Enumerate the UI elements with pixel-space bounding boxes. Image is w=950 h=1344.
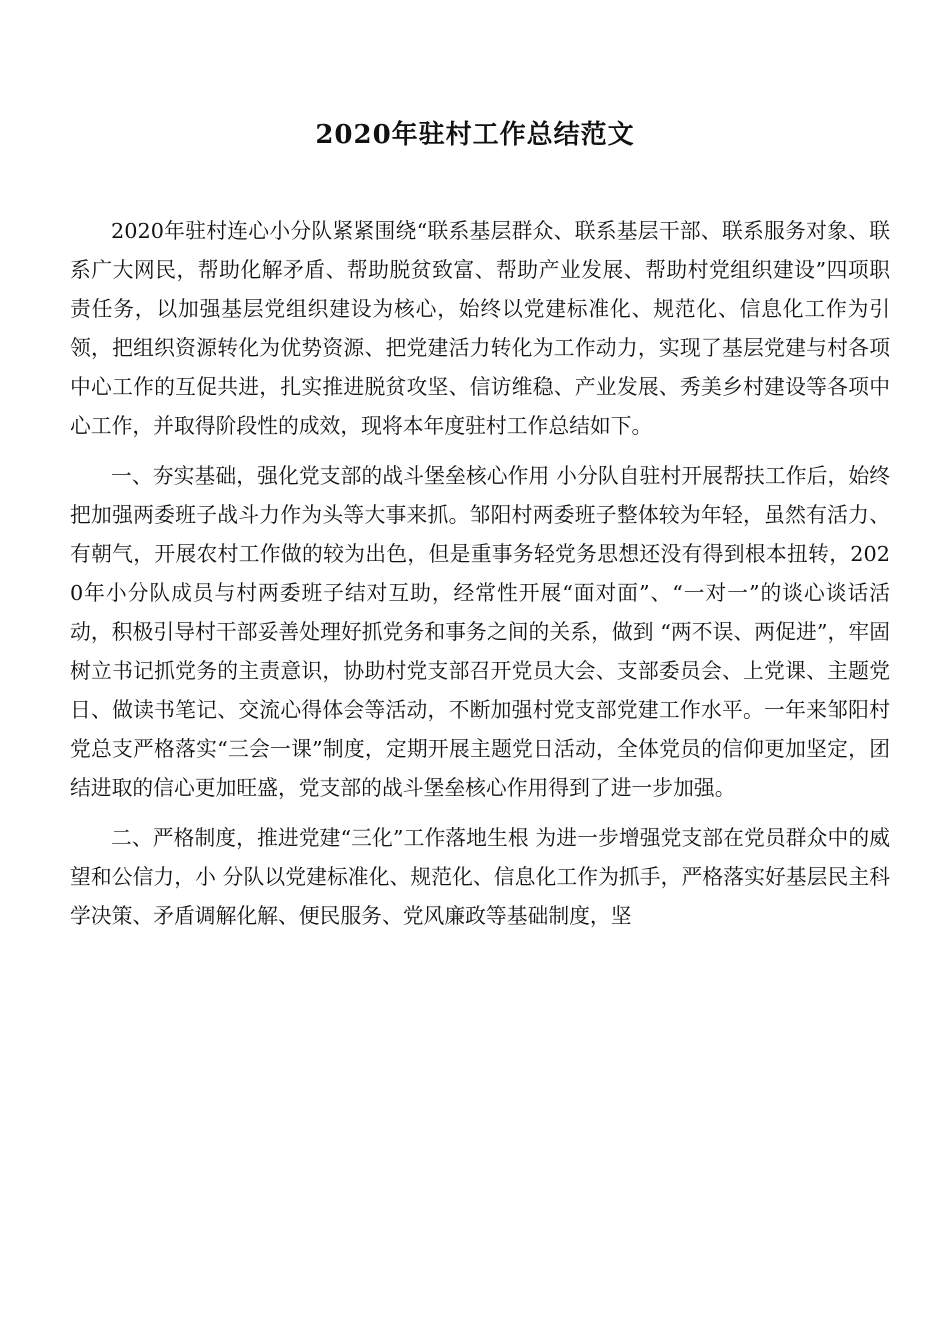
paragraph-section-1: 一、夯实基础，强化党支部的战斗堡垒核心作用 小分队自驻村开展帮扶工作后，始终把加强两委班子战斗力作为头等大事来抓。邹阳村两委班子整体较为年轻，虽然有活力、有朝气，开展农村工作做的较为出色，但是重事务轻党务思想还没有得到根本扭转，2020年小分队成员与村两委班子结对互助，经常性开展“面对面”、“一对一”的谈心谈话活动，积极引导村干部妥善处理好抓党务和事务之间的关系，做到 “两不误、两促进”，牢固树立书记抓党务的主责意识，协助村党支部召开党员大会、支部委员会、上党课、主题党日、做读书笔记、交流心得体会等活动，不断加强村党支部党建工作水平。一年来邹阳村党总支严格落实“三会一课”制度，定期开展主题党日活动，全体党员的信仰更加坚定，团结进取的信心更加旺盛，党支部的战斗堡垒核心作用得到了进一步加强。 — [70, 464, 890, 800]
paragraph-intro: 2020年驻村连心小分队紧紧围绕“联系基层群众、联系基层干部、联系服务对象、联系广大网民，帮助化解矛盾、帮助脱贫致富、帮助产业发展、帮助村党组织建设”四项职责任务，以加强基层党组织建设为核心，始终以党建标准化、规范化、信息化工作为引领，把组织资源转化为优势资源、把党建活力转化为工作动力，实现了基层党建与村各项中心工作的互促共进，扎实推进脱贫攻坚、信访维稳、产业发展、秀美乡村建设等各项中心工作，并取得阶段性的成效，现将本年度驻村工作总结如下。 — [70, 219, 890, 438]
paragraph-section-2: 二、严格制度，推进党建“三化”工作落地生根 为进一步增强党支部在党员群众中的威望和公信力，小 分队以党建标准化、规范化、信息化工作为抓手，严格落实好基层民主科学决策、矛盾调解化解、便民服务、党风廉政等基础制度，坚 — [70, 826, 890, 928]
document-title: 2020年驻村工作总结范文 — [315, 120, 635, 151]
document-body — [70, 212, 890, 947]
